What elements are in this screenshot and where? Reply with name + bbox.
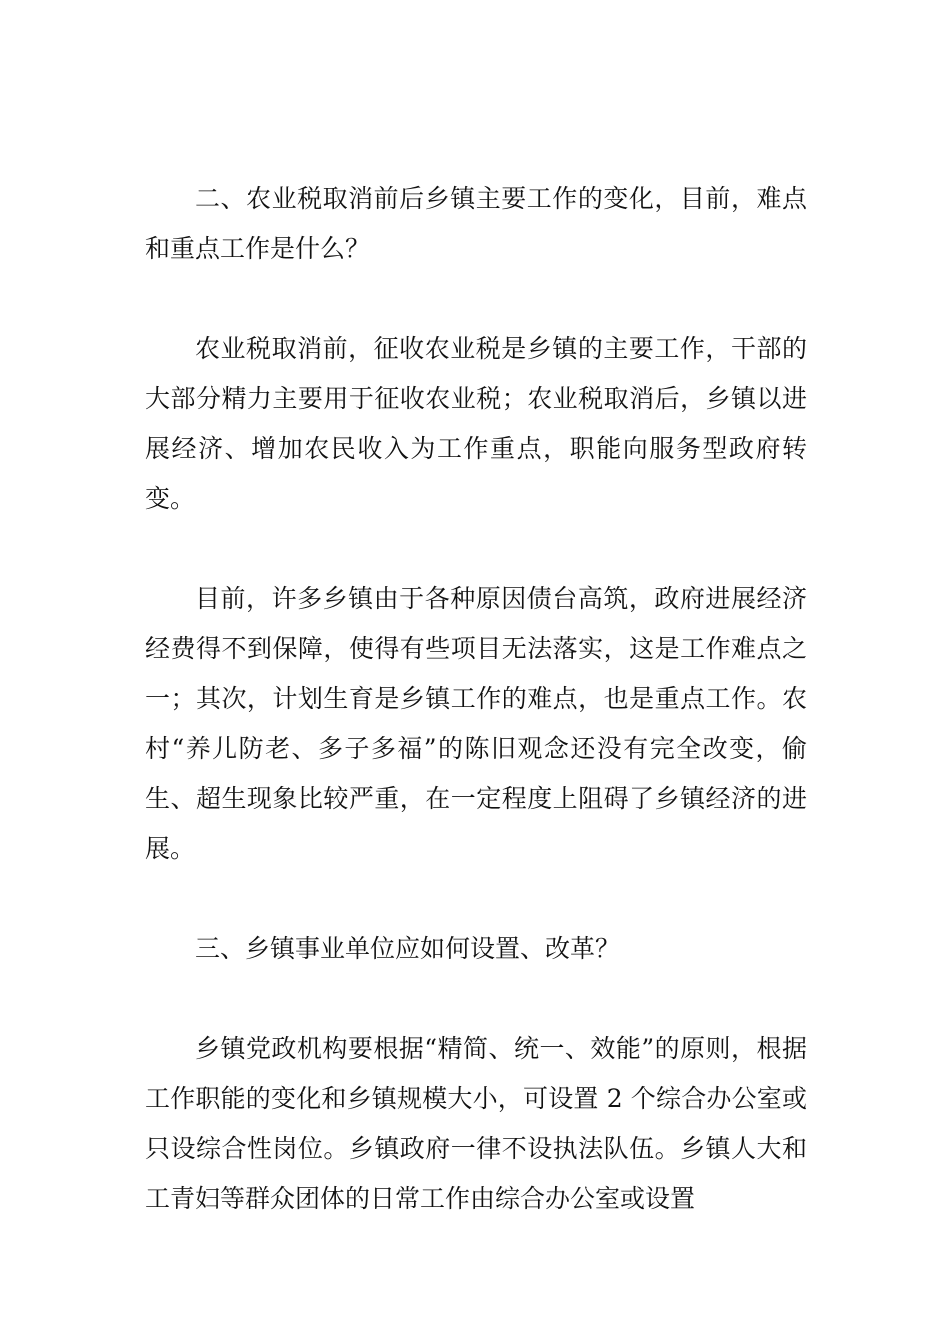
- section-heading-2: 二、农业税取消前后乡镇主要工作的变化，目前，难点和重点工作是什么？: [145, 184, 807, 263]
- paragraph-gap: [145, 524, 807, 574]
- document-body: [145, 174, 807, 1224]
- section-heading-3: 三、乡镇事业单位应如何设置、改革？: [195, 934, 621, 963]
- paragraph-current-difficulties: 目前，许多乡镇由于各种原因债台高筑，政府进展经济经费得不到保障，使得有些项目无法落实，这是工作难点之一；其次，计划生育是乡镇工作的难点，也是重点工作。农村“养儿防老、多子多福”的陈旧观念还没有完全改变，偷生、超生现象比较严重，在一定程度上阻碍了乡镇经济的进展。: [145, 584, 807, 863]
- paragraph-gap: [145, 274, 807, 324]
- paragraph-gap: [145, 974, 807, 1024]
- paragraph-institution-setup: 乡镇党政机构要根据“精简、统一、效能”的原则，根据工作职能的变化和乡镇规模大小，可设置 2 个综合办公室或只设综合性岗位。乡镇政府一律不设执法队伍。乡镇人大和工青妇等群众团体的日常工作由综合办公室或设置: [145, 1034, 807, 1213]
- paragraph-gap: [145, 874, 807, 924]
- paragraph-tax-before-after: 农业税取消前，征收农业税是乡镇的主要工作，干部的大部分精力主要用于征收农业税；农业税取消后，乡镇以进展经济、增加农民收入为工作重点，职能向服务型政府转变。: [145, 334, 807, 513]
